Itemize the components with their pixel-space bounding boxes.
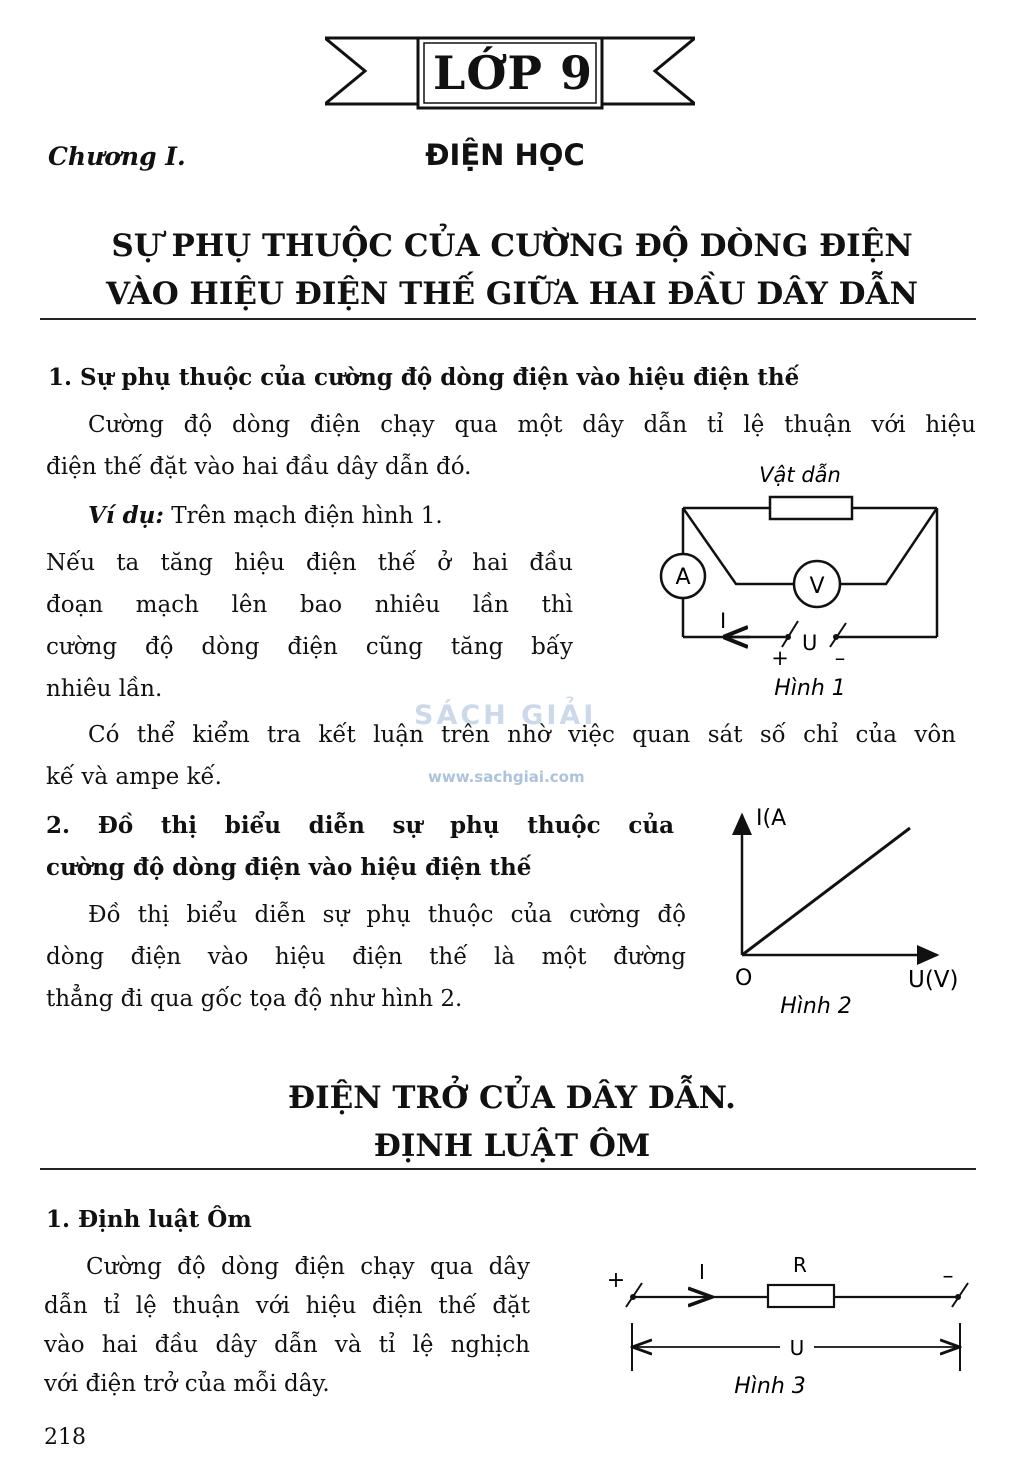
figure2-origin-label: O	[735, 966, 753, 991]
figure3-caption: Hình 3	[734, 1374, 806, 1399]
ohm-para-line2: dẫn tỉ lệ thuận với hiệu điện thế đặt	[44, 1293, 530, 1319]
lesson2-title-line1: ĐIỆN TRỞ CỦA DÂY DẪN.	[288, 1080, 736, 1116]
page-number: 218	[44, 1425, 86, 1450]
figure1-circuit-diagram	[640, 450, 960, 700]
section1-para2-line3: cường độ dòng điện cũng tăng bấy	[46, 634, 573, 660]
section2-heading-line1: 2. Đồ thị biểu diễn sự phụ thuộc của	[46, 812, 674, 839]
section1-para2-line2: đoạn mạch lên bao nhiêu lần thì	[46, 592, 573, 618]
chapter-label: Chương I.	[48, 142, 186, 171]
figure3-minus-label: –	[942, 1264, 954, 1289]
figure1-minus-label: –	[834, 646, 846, 670]
lesson1-title-line2: VÀO HIỆU ĐIỆN THẾ GIỮA HAI ĐẦU DÂY DẪN	[106, 276, 918, 312]
lesson1-title-line1: SỰ PHỤ THUỘC CỦA CƯỜNG ĐỘ DÒNG ĐIỆN	[111, 228, 913, 264]
section1-para3-line2: kế và ampe kế.	[46, 764, 222, 790]
lesson2-title-line2: ĐỊNH LUẬT ÔM	[373, 1128, 651, 1164]
grade-title: LỚP 9	[432, 46, 594, 100]
figure3-circuit	[600, 1245, 980, 1405]
figure3-resistor	[768, 1285, 834, 1307]
figure1-resistor	[770, 497, 852, 519]
figure1-conductor-label: Vật dẫn	[759, 463, 841, 487]
ohm-para-line1: Cường độ dòng điện chạy qua dây	[86, 1254, 530, 1280]
section1-para1-line2: điện thế đặt vào hai đầu dây dẫn đó.	[46, 454, 472, 480]
section1-para2-line4: nhiêu lần.	[46, 676, 163, 702]
section2-para-line3: thẳng đi qua gốc tọa độ như hình 2.	[46, 986, 463, 1012]
ohm-para-line3: vào hai đầu dây dẫn và tỉ lệ nghịch	[44, 1332, 530, 1358]
figure3-voltage-label: U	[789, 1336, 805, 1360]
figure2-caption: Hình 2	[780, 994, 852, 1019]
section1-para1-line1: Cường độ dòng điện chạy qua một dây dẫn tỉ lệ thuận với hiệu	[88, 412, 976, 438]
example-line	[88, 495, 588, 537]
section2-para-line2: dòng điện vào hiệu điện thế là một đường	[46, 944, 686, 970]
ohm-para-line4: với điện trở của mỗi dây.	[44, 1371, 330, 1397]
figure2-y-axis-label: I(A	[756, 806, 787, 831]
example-text: Trên mạch điện hình 1.	[163, 503, 443, 529]
lesson2-divider	[40, 1168, 976, 1170]
watermark-url: www.sachgiai.com	[428, 768, 585, 786]
figure2-x-axis-label: U(V)	[908, 967, 959, 993]
ohm-section-heading: 1. Định luật Ôm	[46, 1206, 252, 1233]
figure1-voltmeter-label: V	[809, 574, 825, 599]
figure2-line	[742, 828, 910, 955]
watermark-logo: SÁCH GIẢI	[414, 700, 597, 731]
section2-heading-line2: cường độ dòng điện vào hiệu điện thế	[46, 854, 532, 881]
example-label: Ví dụ:	[88, 502, 164, 529]
section1-heading: 1. Sự phụ thuộc của cường độ dòng điện vào hiệu điện thế	[48, 364, 800, 391]
figure1-voltage-label: U	[802, 631, 818, 655]
section1-para2-line1: Nếu ta tăng hiệu điện thế ở hai đầu	[46, 550, 573, 576]
figure3-plus-label: +	[606, 1268, 626, 1293]
figure1-caption: Hình 1	[774, 676, 846, 700]
section2-para-line1: Đồ thị biểu diễn sự phụ thuộc của cường độ	[88, 902, 686, 928]
figure3-resistor-label: R	[793, 1253, 807, 1277]
lesson1-divider	[40, 318, 976, 320]
chapter-title: ĐIỆN HỌC	[425, 138, 585, 172]
figure1-ammeter-label: A	[675, 565, 691, 590]
figure3-current-label: I	[699, 1260, 705, 1284]
section1-para3-line1: Có thể kiểm tra kết luận trên nhờ việc quan sát số chỉ của vôn	[88, 722, 956, 748]
figure2-graph	[720, 795, 990, 1025]
figure1-current-label: I	[720, 609, 727, 633]
figure1-plus-label: +	[771, 646, 789, 670]
